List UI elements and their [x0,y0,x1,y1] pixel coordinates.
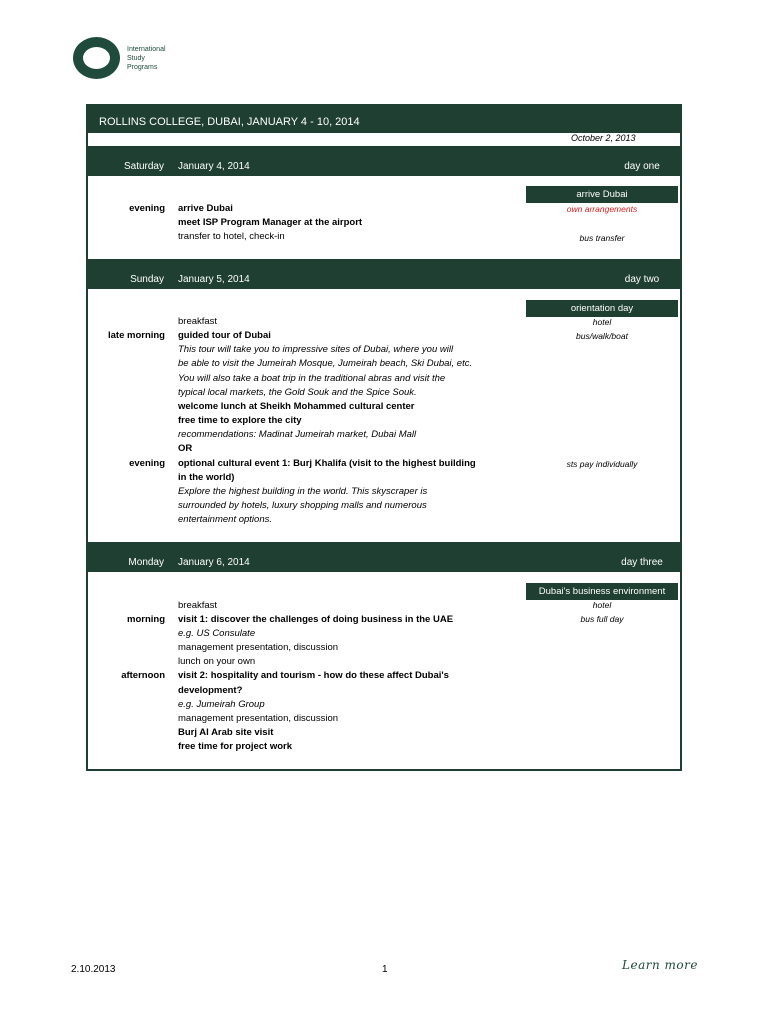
time-label: afternoon [121,670,165,681]
day-theme-badge: Dubai's business environment [526,583,678,600]
logo-line: Study [127,55,145,62]
activity-description: typical local markets, the Gold Souk and the Spice Souk. [178,387,417,398]
footer-date: 2.10.2013 [71,964,116,975]
title-bar [86,104,682,133]
activity-description: e.g. US Consulate [178,628,256,639]
time-label: late morning [107,330,165,341]
time-label: evening [129,458,165,469]
divider [88,572,680,575]
activity-note: own arrangements [566,204,638,214]
activity: in the world) [178,472,235,483]
activity-description: recommendations: Madinat Jumeirah market, Dubai Mall [178,429,417,440]
activity-note: sts pay individually [566,459,638,469]
activity-description: This tour will take you to impressive sites of Dubai, where you will [178,344,454,355]
logo-line: International [127,46,166,53]
activity: guided tour of Dubai [178,330,271,341]
activity-note: bus full day [580,614,624,624]
activity: optional cultural event 1: Burj Khalifa (visit to the highest building [178,458,476,469]
activity-description: surrounded by hotels, luxury shopping malls and numerous [178,500,427,511]
activity-description: entertainment options. [178,514,273,525]
activity: visit 1: discover the challenges of doing business in the UAE [178,614,454,625]
activity: free time to explore the city [178,415,302,426]
day-number: day two [624,274,660,285]
document-title: ROLLINS COLLEGE, DUBAI, JANUARY 4 - 10, 2014 [99,116,360,128]
divider [88,176,680,179]
day-header-2 [86,259,682,289]
document-date: October 2, 2013 [571,133,636,143]
activity: breakfast [178,316,218,327]
activity-note: hotel [592,317,612,327]
day-number: day three [621,557,663,568]
day-theme-badge: arrive Dubai [526,186,678,203]
activity: arrive Dubai [178,203,233,214]
activity: meet ISP Program Manager at the airport [178,217,363,228]
activity: free time for project work [178,741,293,752]
activity: management presentation, discussion [178,642,339,653]
activity: transfer to hotel, check-in [178,231,285,242]
day-header-1 [86,146,682,176]
day-number: day one [624,161,660,172]
activity: welcome lunch at Sheikh Mohammed cultural center [178,401,415,412]
day-date: January 5, 2014 [178,274,250,285]
activity: lunch on your own [178,656,256,667]
logo-line: Programs [127,64,158,71]
activity: development? [178,685,243,696]
activity-note: bus/walk/boat [576,331,628,341]
logo-ring-icon [73,37,120,79]
divider [88,289,680,292]
activity-description: e.g. Jumeirah Group [178,699,265,710]
learn-more-link[interactable]: Learn more [622,958,698,972]
activity-description: be able to visit the Jumeirah Mosque, Jumeirah beach, Ski Dubai, etc. [178,358,473,369]
activity: management presentation, discussion [178,713,339,724]
time-label: evening [129,203,165,214]
logo-text [127,45,166,72]
activity: Burj Al Arab site visit [178,727,274,738]
weekday: Saturday [123,161,164,172]
activity-description: You will also take a boat trip in the traditional abras and visit the [178,373,446,384]
activity: breakfast [178,600,218,611]
day-date: January 6, 2014 [178,557,250,568]
page-number: 1 [382,964,388,975]
day-header-3 [86,542,682,572]
activity: visit 2: hospitality and tourism - how do these affect Dubai's [178,670,449,681]
day-theme-badge: orientation day [526,300,678,317]
activity-description: Explore the highest building in the world. This skyscraper is [178,486,428,497]
weekday: Sunday [130,274,164,285]
activity-note: bus transfer [579,233,625,243]
weekday: Monday [128,557,164,568]
activity-note: hotel [592,600,612,610]
day-date: January 4, 2014 [178,161,250,172]
time-label: morning [127,614,165,625]
activity: OR [178,443,193,454]
